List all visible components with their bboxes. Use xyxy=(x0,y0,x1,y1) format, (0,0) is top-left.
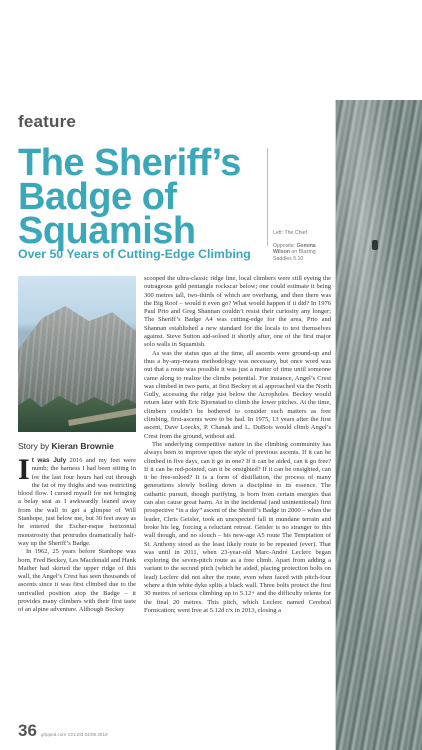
rock-wall-photo xyxy=(335,100,422,750)
body-paragraph: In 1962, 25 years before Stanhope was born, Fred Beckey, Les Macdonald and Hank Mather had skirted the upper ridge of this wall, the Angel’s Crest has seen thousands of ascents since it was first climbed due to the unrivalled position atop the Badge – it provides many climbers with their first taste of an alpine adventure. Although Beckey xyxy=(18,548,136,614)
body-column-left xyxy=(18,453,136,615)
byline xyxy=(18,441,114,451)
photo-captions xyxy=(273,230,333,262)
page-number: 36 xyxy=(18,721,37,740)
caption-opposite-prefix: Opposite: xyxy=(273,242,297,249)
footer-info: gripped.com V21.I03 04/05 2019 xyxy=(40,732,108,737)
caption-opposite-suffix: on Blazing Saddles 5.10 xyxy=(273,249,316,262)
top-margin xyxy=(0,0,422,100)
body-paragraph: As was the status quo at the time, all ascents were ground-up and thus a by-any-means methodology was necessary, but once word was out that a route was possible it was just a matter of time until someone came along to realize the climbs potential. For instance, Angel’s Crest was climbed in two parts, at first Beckey et al approached via the North Gully, accessing the ridge just below the Acropholes. Beckey would return later with Eric Bjornstad to climb the lower pitches. At the time, climbers couldn’t be bothered to consider such matters as free climbing, first-ascents were to be had. In 1975, 13 years after the first ascent, Dave Loeckx, P. Chanak and L. DuBois would climb Angel’s Crest from the ground, without aid. xyxy=(144,349,331,440)
divider-rule xyxy=(267,148,268,246)
body-paragraph xyxy=(18,453,136,548)
caption-opposite xyxy=(273,243,333,263)
paragraph-text: 2016 and my feet were numb; the harness I had been sitting in for the last four hours had cut through the fat of my thighs and was restricting blood flow. I cursed myself for not bringing a belay seat as I awkwardly leaned away from the wall to get a glimpse of Will Stanhope, just below me, but 30 feet away as he entered the Escher-esque horizontal monstrosity that protrudes dramatically half-way up the Sheriff’s Badge. xyxy=(18,457,136,547)
chief-landscape-photo xyxy=(18,276,136,432)
climber-figure xyxy=(372,240,378,250)
drop-cap: I xyxy=(18,453,30,486)
headline-line: Badge of xyxy=(18,176,177,218)
subheadline: Over 50 Years of Cutting-Edge Climbing xyxy=(18,247,251,261)
caption-opposite-name: Gemma Wilson xyxy=(273,242,316,256)
body-column-right xyxy=(144,275,331,615)
headline-line: Squamish xyxy=(18,210,196,252)
headline xyxy=(18,142,263,252)
body-paragraph: The underlying competitive nature in the climbing community has always been to improve upon the style of previous ascents. If it can be climbed in five days, can it go in one? If it can be aided, can it go free? If it can be red-pointed, can it be onsighted? If it can be onsighted, can it be free-soloed? It is a form of distillation, the process of many generations slowly boiling down a discipline to its essence. The cathartic pursuit, though purifying, is born from certain energies that can also cause great harm. As in the incidental (and unintentional) first prospective “in a day” ascent of the Sheriff’s Badge in 2000 – when the leader, Chris Geisler, took an unexpected fall in mundane terrain and broke his leg, forcing a reluctant retreat. Geisler is no stranger to this wall though, and no slouch – his new-age A5 route The Temptation of St. Anthony stood as the least likely route to be repeated (ever). That was until in 2011, when 23-year-old Marc-André Leclerc began exploring the seven-pitch route as a free climb. Apart from adding a variant to the second pitch (which he aided, placing protection bolts on lead) Leclerc did not alter the route, even when faced with pitch-four where a thin white dyke splits a black wall. Three bolts protect the first 30 metres of serious climbing up to 5.12+ and the difficulty relents for the final 20 metres. This pitch, which Leclerc named Cerebral Fornication; went free at 5.12d r/x in 2013, closing a xyxy=(144,440,331,614)
body-paragraph: scooped the ultra-classic ridge line, local climbers were still eyeing the outrageous gold pentangle rockscar below; one could estimate it being 300 metres tall, two-thirds of which are overhung, and then there was the Big Roof – would it even go? What would happen if it did? In 1976 Paul Prio and Greg Shannan couldn’t resist their curiosity any longer; The Sheriff’s Badge A4 was cutting-edge for the area, Prio and Shannan established a new standard for the locals to test themselves against. Steve Sutton aid-soloed it shortly after, one of the first major solo walls in Squamish. xyxy=(144,275,331,349)
page-footer xyxy=(18,721,108,741)
byline-prefix: Story by xyxy=(18,441,52,451)
caption-left: Left: The Chief xyxy=(273,230,307,236)
lead-in: t was July xyxy=(31,457,67,464)
headline-line: The Sheriff’s xyxy=(18,142,241,184)
section-label: feature xyxy=(18,112,77,131)
author-name: Kieran Brownie xyxy=(51,441,114,451)
